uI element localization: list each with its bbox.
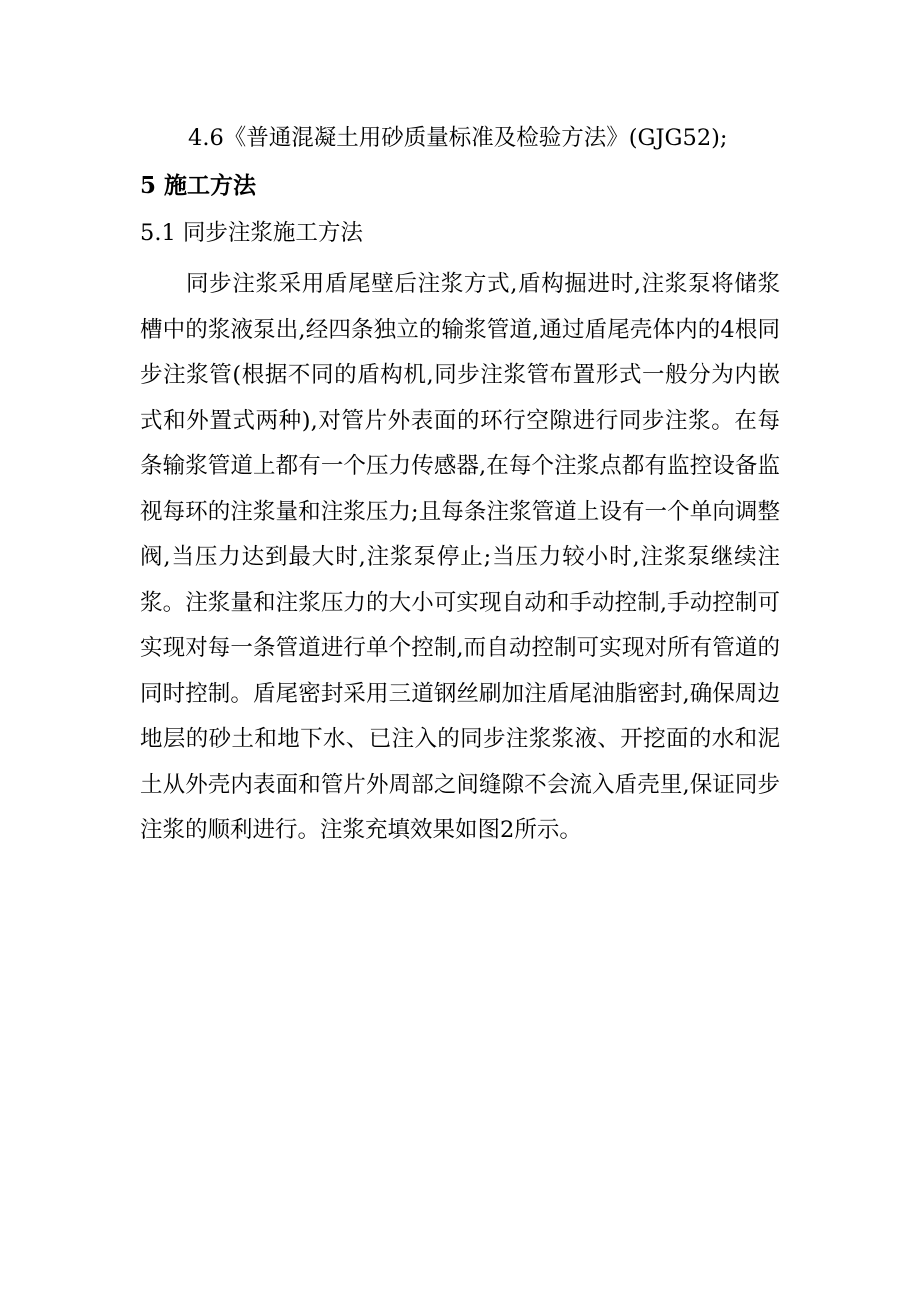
reference-item-4-6: 4.6《普通混凝土用砂质量标准及检验方法》(GJG52); — [188, 125, 728, 151]
subsection-heading: 5.1 同步注浆施工方法 — [140, 220, 363, 246]
body-paragraph: 同步注浆采用盾尾壁后注浆方式,盾构掘进时,注浆泵将储浆槽中的浆液泵出,经四条独立的输浆管道,通过盾尾壳体内的4根同步注浆管(根据不同的盾构机,同步注浆管布置形式一般分为内嵌式和外置式两种),对管片外表面的环行空隙进行同步注浆。在每条输浆管道上都有一个压力传感器,在每个注浆点都有监控设备监视每环的注浆量和注浆压力;且每条注浆管道上设有一个单向调整阀,当压力达到最大时,注浆泵停止;当压力较小时,注浆泵继续注浆。注浆量和注浆压力的大小可实现自动和手动控制,手动控制可实现对每一条管道进行单个控制,而自动控制可实现对所有管道的同时控制。盾尾密封采用三道钢丝刷加注盾尾油脂密封,确保周边地层的砂土和地下水、已注入的同步注浆浆液、开挖面的水和泥土从外壳内表面和管片外周部之间缝隙不会流入盾壳里,保证同步注浆的顺利进行。注浆充填效果如图2所示。 — [140, 271, 780, 843]
section-heading: 5 施工方法 — [140, 172, 257, 199]
